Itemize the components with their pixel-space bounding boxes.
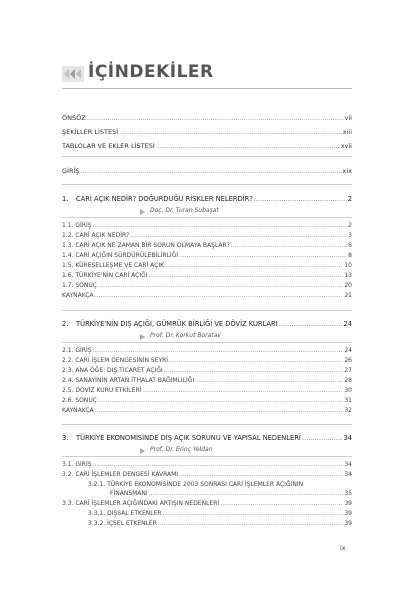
toc-subsection[interactable]: 3.3.1. DIŞSAL ETKENLER ..... 39	[88, 510, 352, 518]
chapter-divider	[62, 310, 352, 311]
chapter-2-author-divider	[62, 342, 352, 343]
toc-section[interactable]: 3.2. CARİ İŞLEMLER DENGESİ KAVRAMI ..... 34	[62, 471, 352, 479]
toc-section[interactable]: 1.7. SONUÇ ..... 20	[62, 282, 352, 290]
toc-entry-onsoz[interactable]: ÖNSÖZ ..... vii	[62, 114, 352, 122]
chapter-3-heading[interactable]: 3. TÜRKİYE EKONOMİSİNDE DIŞ AÇIK SORUNU VE YAPISAL NEDENLERİ ..... 34	[62, 434, 352, 442]
front-end-divider	[62, 184, 352, 185]
page-title: İÇİNDEKİLER	[88, 62, 214, 82]
chapter-3-author: Prof. Dr. Erinç Yeldan	[150, 446, 213, 453]
chapter-2-heading[interactable]: 2. TÜRKİYE'NİN DIŞ AÇIĞI, GÜMRÜK BİRLİĞİ VE DÖVİZ KURLARI ..... 24	[62, 320, 352, 328]
chapter-1-author-divider	[62, 217, 352, 218]
author-arrow-icon	[140, 334, 148, 340]
author-arrow-icon	[140, 448, 148, 454]
author-arrow-icon	[140, 209, 148, 215]
front-divider	[62, 156, 352, 157]
toc-section[interactable]: 2.4. SANAYİNİN ARTAN İTHALAT BAĞIMLILIĞI ..... 28	[62, 377, 352, 385]
toc-section[interactable]: 2.3. ANA ÖĞE: DIŞ TİCARET AÇIĞI ..... 27	[62, 367, 352, 375]
chapter-1-heading[interactable]: 1. CARİ AÇIK NEDİR? DOĞURDUĞU RİSKLER NELERDİR? ..... 2	[62, 195, 352, 203]
toc-entry-sekiller[interactable]: ŞEKİLLER LİSTESİ ..... xiii	[62, 128, 352, 136]
toc-section[interactable]: 1.4. CARİ AÇIĞIN SÜRDÜRÜLEBİLİRLİĞİ ..... 8	[62, 252, 352, 260]
toc-section[interactable]: 1.5. KÜRESELLEŞME VE CARİ AÇIK ..... 10	[62, 262, 352, 270]
toc-section[interactable]: 2.5. DÖVİZ KURU ETKİLERİ ..... 30	[62, 387, 352, 395]
toc-section-kaynakca[interactable]: KAYNAKÇA ..... 21	[62, 292, 352, 300]
toc-section[interactable]: 1.2. CARİ AÇIK NEDİR? ..... 3	[62, 232, 352, 240]
toc-subsection[interactable]: 3.3.2. İÇSEL ETKENLER ..... 39	[88, 520, 352, 528]
toc-section[interactable]: 2.1. GİRİŞ ..... 24	[62, 347, 352, 355]
toc-section-kaynakca[interactable]: KAYNAKÇA ..... 32	[62, 407, 352, 415]
toc-entry-giris[interactable]: GİRİŞ ..... xix	[62, 167, 352, 175]
toc-subsection[interactable]: 3.2.1. TÜRKİYE EKONOMİSİNDE 2003 SONRASI CARİ İŞLEMLER AÇIĞININ	[88, 481, 304, 488]
toc-section[interactable]: 3.1. GİRİŞ ..... 34	[62, 461, 352, 469]
toc-section[interactable]: 1.3. CARİ AÇIK NE ZAMAN BİR SORUN OLMAYA BAŞLAR? ..... 6	[62, 242, 352, 250]
toc-section[interactable]: 1.6. TÜRKİYE'NİN CARİ AÇIĞI ..... 13	[62, 272, 352, 280]
page-number: ix	[340, 544, 346, 552]
chapter-2-author: Prof. Dr. Korkut Boratav	[150, 332, 221, 339]
chapter-divider	[62, 424, 352, 425]
toc-section[interactable]: 2.6. SONUÇ ..... 31	[62, 397, 352, 405]
toc-section[interactable]: 1.1. GİRİŞ ..... 2	[62, 222, 352, 230]
toc-entry-tablolar[interactable]: TABLOLAR VE EKLER LİSTESİ ..... xvii	[62, 142, 352, 150]
chevron-arrow-icon	[62, 66, 84, 82]
title-divider	[62, 88, 352, 89]
toc-section[interactable]: 2.2. CARİ İŞLEM DENGESİNİN SEYRİ ..... 26	[62, 357, 352, 365]
toc-subsection-continued[interactable]: FİNANSMANI ..... 35	[88, 490, 352, 498]
chapter-1-author: Doç. Dr. Turan Subaşat	[150, 207, 219, 214]
toc-section[interactable]: 3.3. CARİ İŞLEMLER AÇIĞINDAKİ ARTIŞIN NEDENLERİ ..... 39	[62, 500, 352, 508]
chapter-3-author-divider	[62, 456, 352, 457]
